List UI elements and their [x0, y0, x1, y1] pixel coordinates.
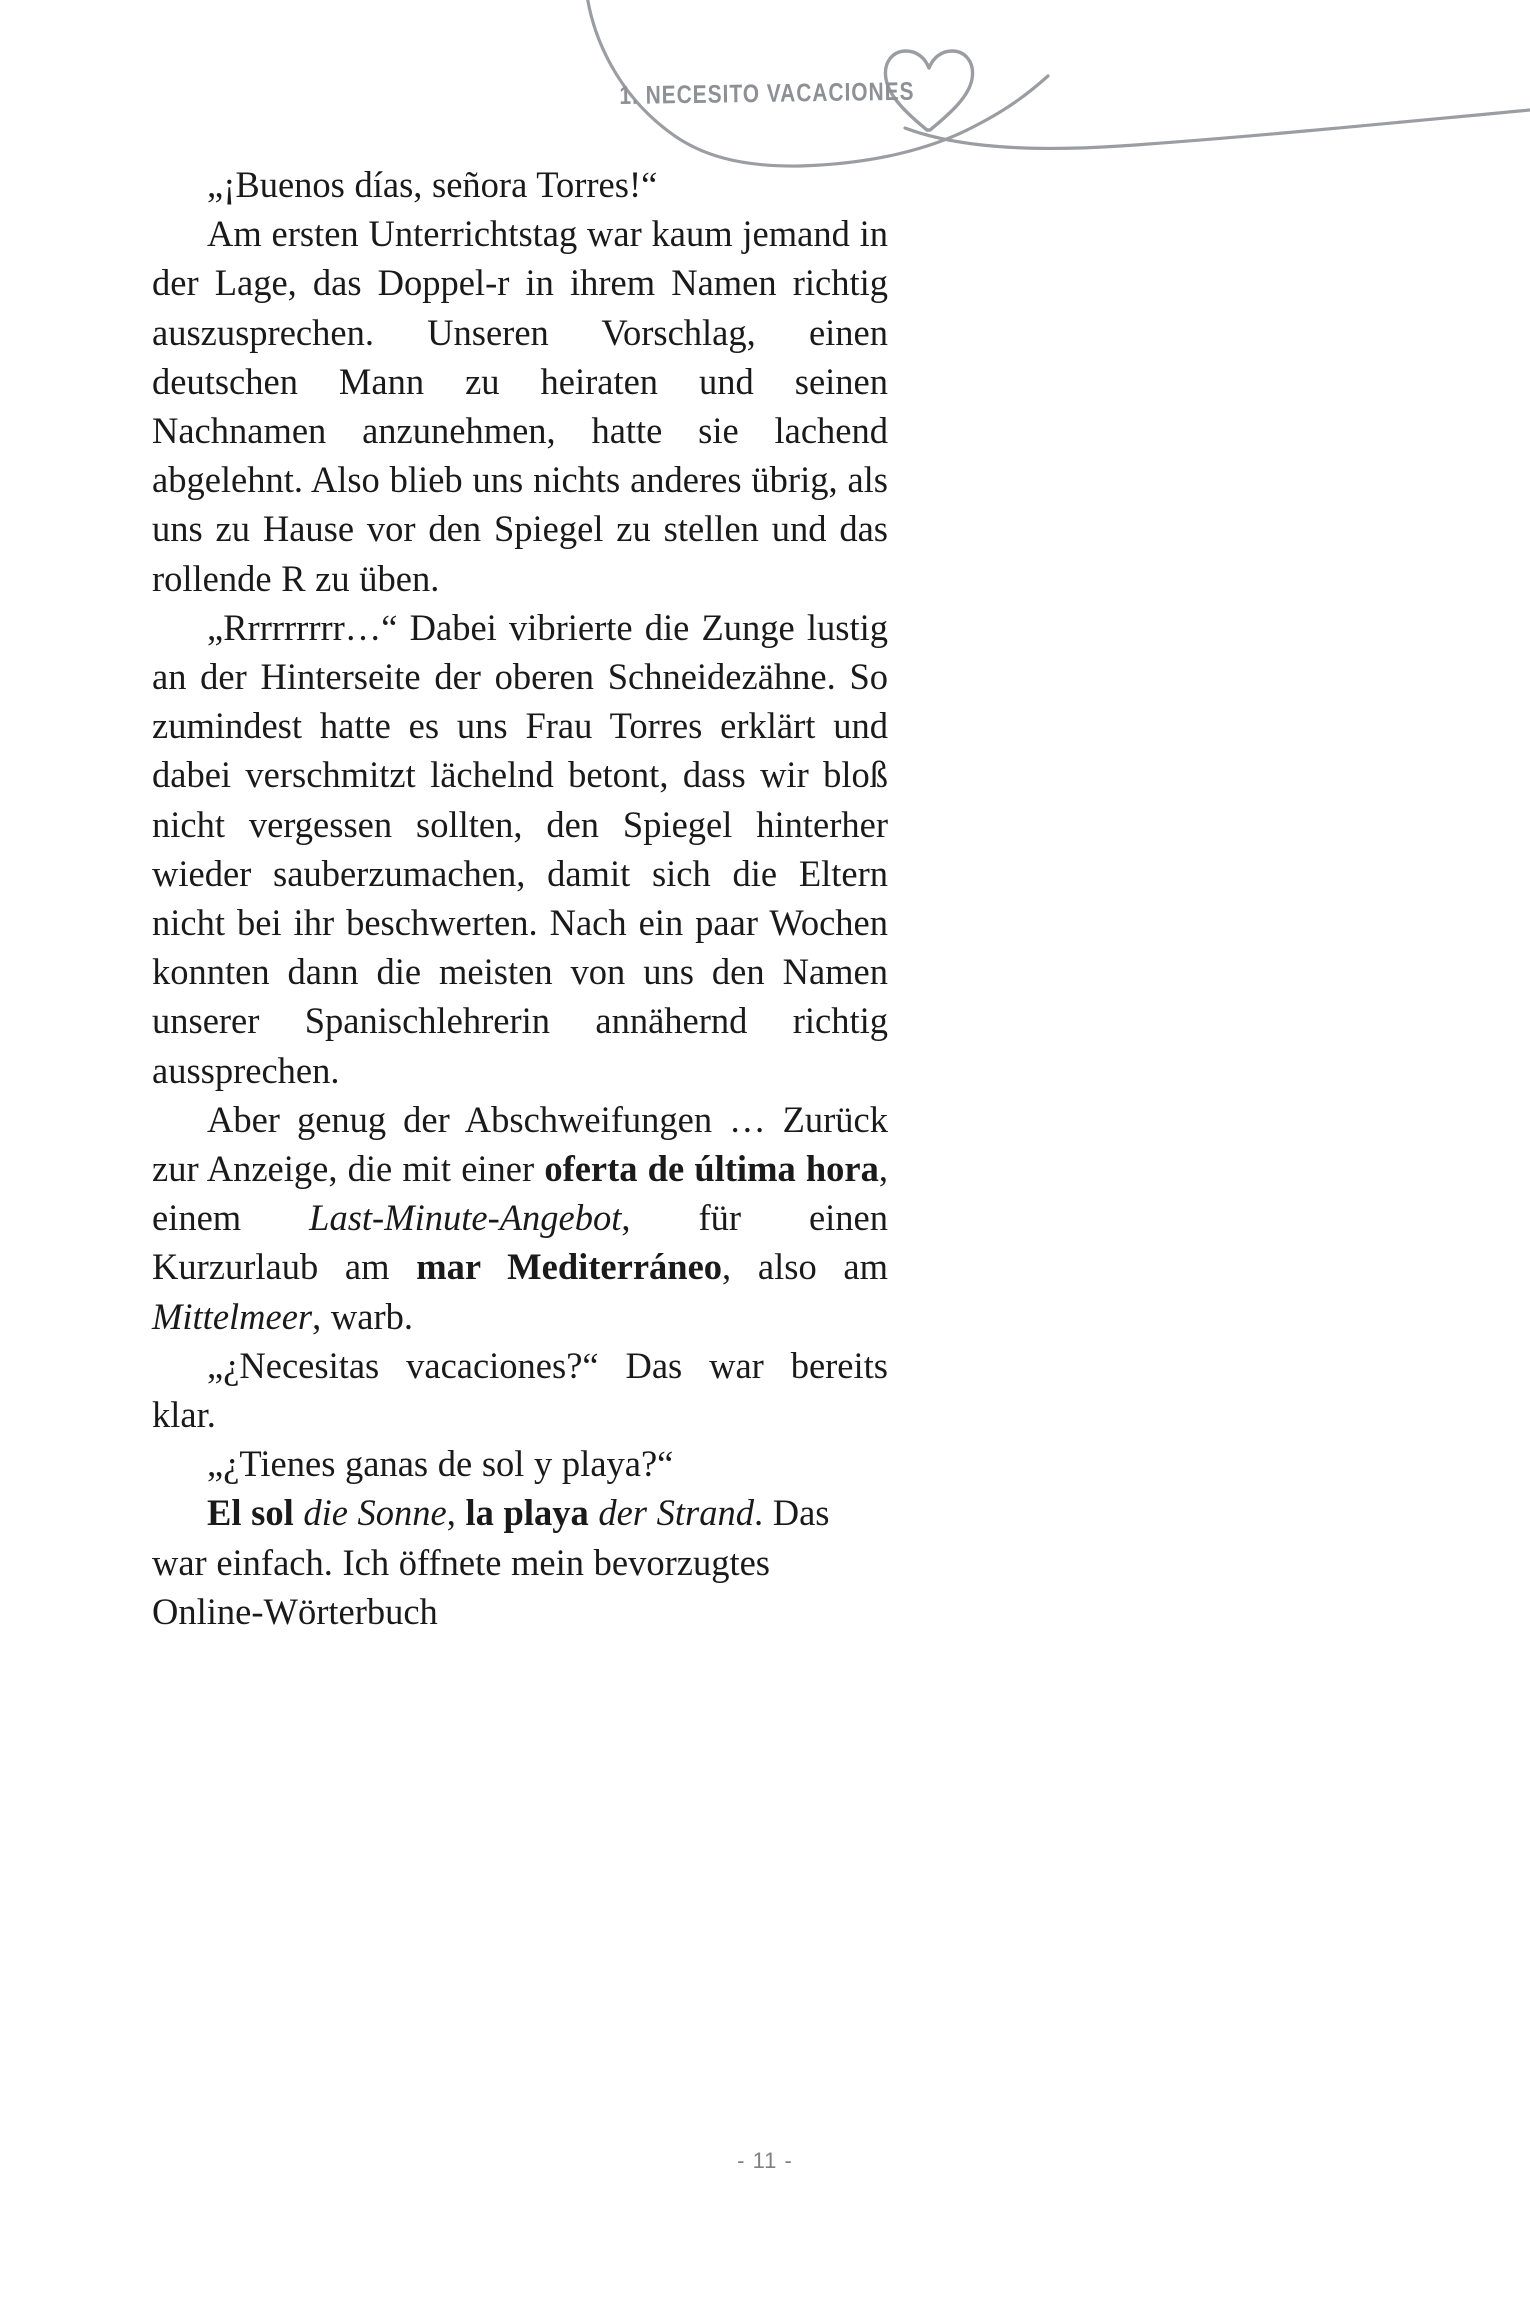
german-translation: Last-Minute-Angebot [309, 1197, 622, 1239]
text-run: , einem [152, 1148, 889, 1239]
paragraph [152, 1095, 888, 1341]
paragraph-text: „Rrrrrrrrr…“ Dabei vibrierte die Zunge lustig an der Hinterseite der oberen Schneidezähne. So zumindest hatte es uns Frau Torres erklärt und dabei verschmitzt lächelnd betont, dass wir bloß nicht vergessen sollten, den Spiegel hinterher wieder sauberzumachen, damit sich die Eltern nicht bei ihr beschwerten. Nach ein paar Wochen konnten dann die meisten von uns den Namen unserer Spanischlehrerin annähernd richtig aussprechen. [152, 606, 888, 1091]
heart-icon [885, 51, 972, 130]
german-translation: Mittelmeer [152, 1295, 313, 1337]
text-run: Aber genug der Abschweifungen … Zurück zur Anzeige, die mit einer [152, 1098, 888, 1190]
spanish-term: El sol [207, 1492, 294, 1534]
page-number: - 11 - [737, 2148, 793, 2173]
paragraph-text: „¡Buenos días, señora Torres!“ [207, 164, 658, 205]
paragraph-text: „¿Tienes ganas de sol y playa?“ [207, 1443, 674, 1485]
spanish-term: mar Mediterráneo [416, 1246, 723, 1288]
paragraph-text: Am ersten Unterrichtstag war kaum jemand in der Lage, das Doppel-r in ihrem Namen richtig auszusprechen. Unseren Vorschlag, einen deutschen Mann zu heiraten und seinen Nachnamen anzunehmen, hatte sie lachend abgelehnt. Also blieb uns nichts anderes übrig, als uns zu Hause vor den Spiegel zu stellen und das rollende R zu üben. [152, 213, 888, 599]
text-run: , [446, 1492, 466, 1534]
paragraph [152, 1341, 888, 1439]
german-translation: die Sonne [303, 1492, 447, 1534]
german-translation: der Strand [598, 1492, 754, 1534]
running-head [0, 0, 1530, 175]
text-run: , also am [722, 1246, 889, 1288]
paragraph [152, 1488, 888, 1636]
spanish-term: oferta de última hora [544, 1148, 879, 1190]
text-run: , warb. [312, 1295, 413, 1337]
text-run: , für einen Kurzurlaub am [152, 1197, 888, 1288]
paragraph [152, 160, 888, 209]
paragraph [152, 1439, 888, 1488]
paragraph-text: „¿Necesitas vacaciones?“ Das war bereits klar. [152, 1344, 888, 1436]
body-text-column [152, 160, 888, 1636]
chapter-title: 1. NECESITO VACACIONES [619, 77, 915, 111]
text-run [294, 1492, 304, 1533]
paragraph [152, 209, 888, 603]
spanish-term: la playa [465, 1492, 589, 1534]
text-run [589, 1492, 599, 1533]
paragraph [152, 603, 888, 1095]
text-run: . Das war einfach. Ich öffnete mein bevorzugtes Online-Wörterbuch [152, 1492, 830, 1632]
swoosh-line-icon [0, 0, 1530, 175]
